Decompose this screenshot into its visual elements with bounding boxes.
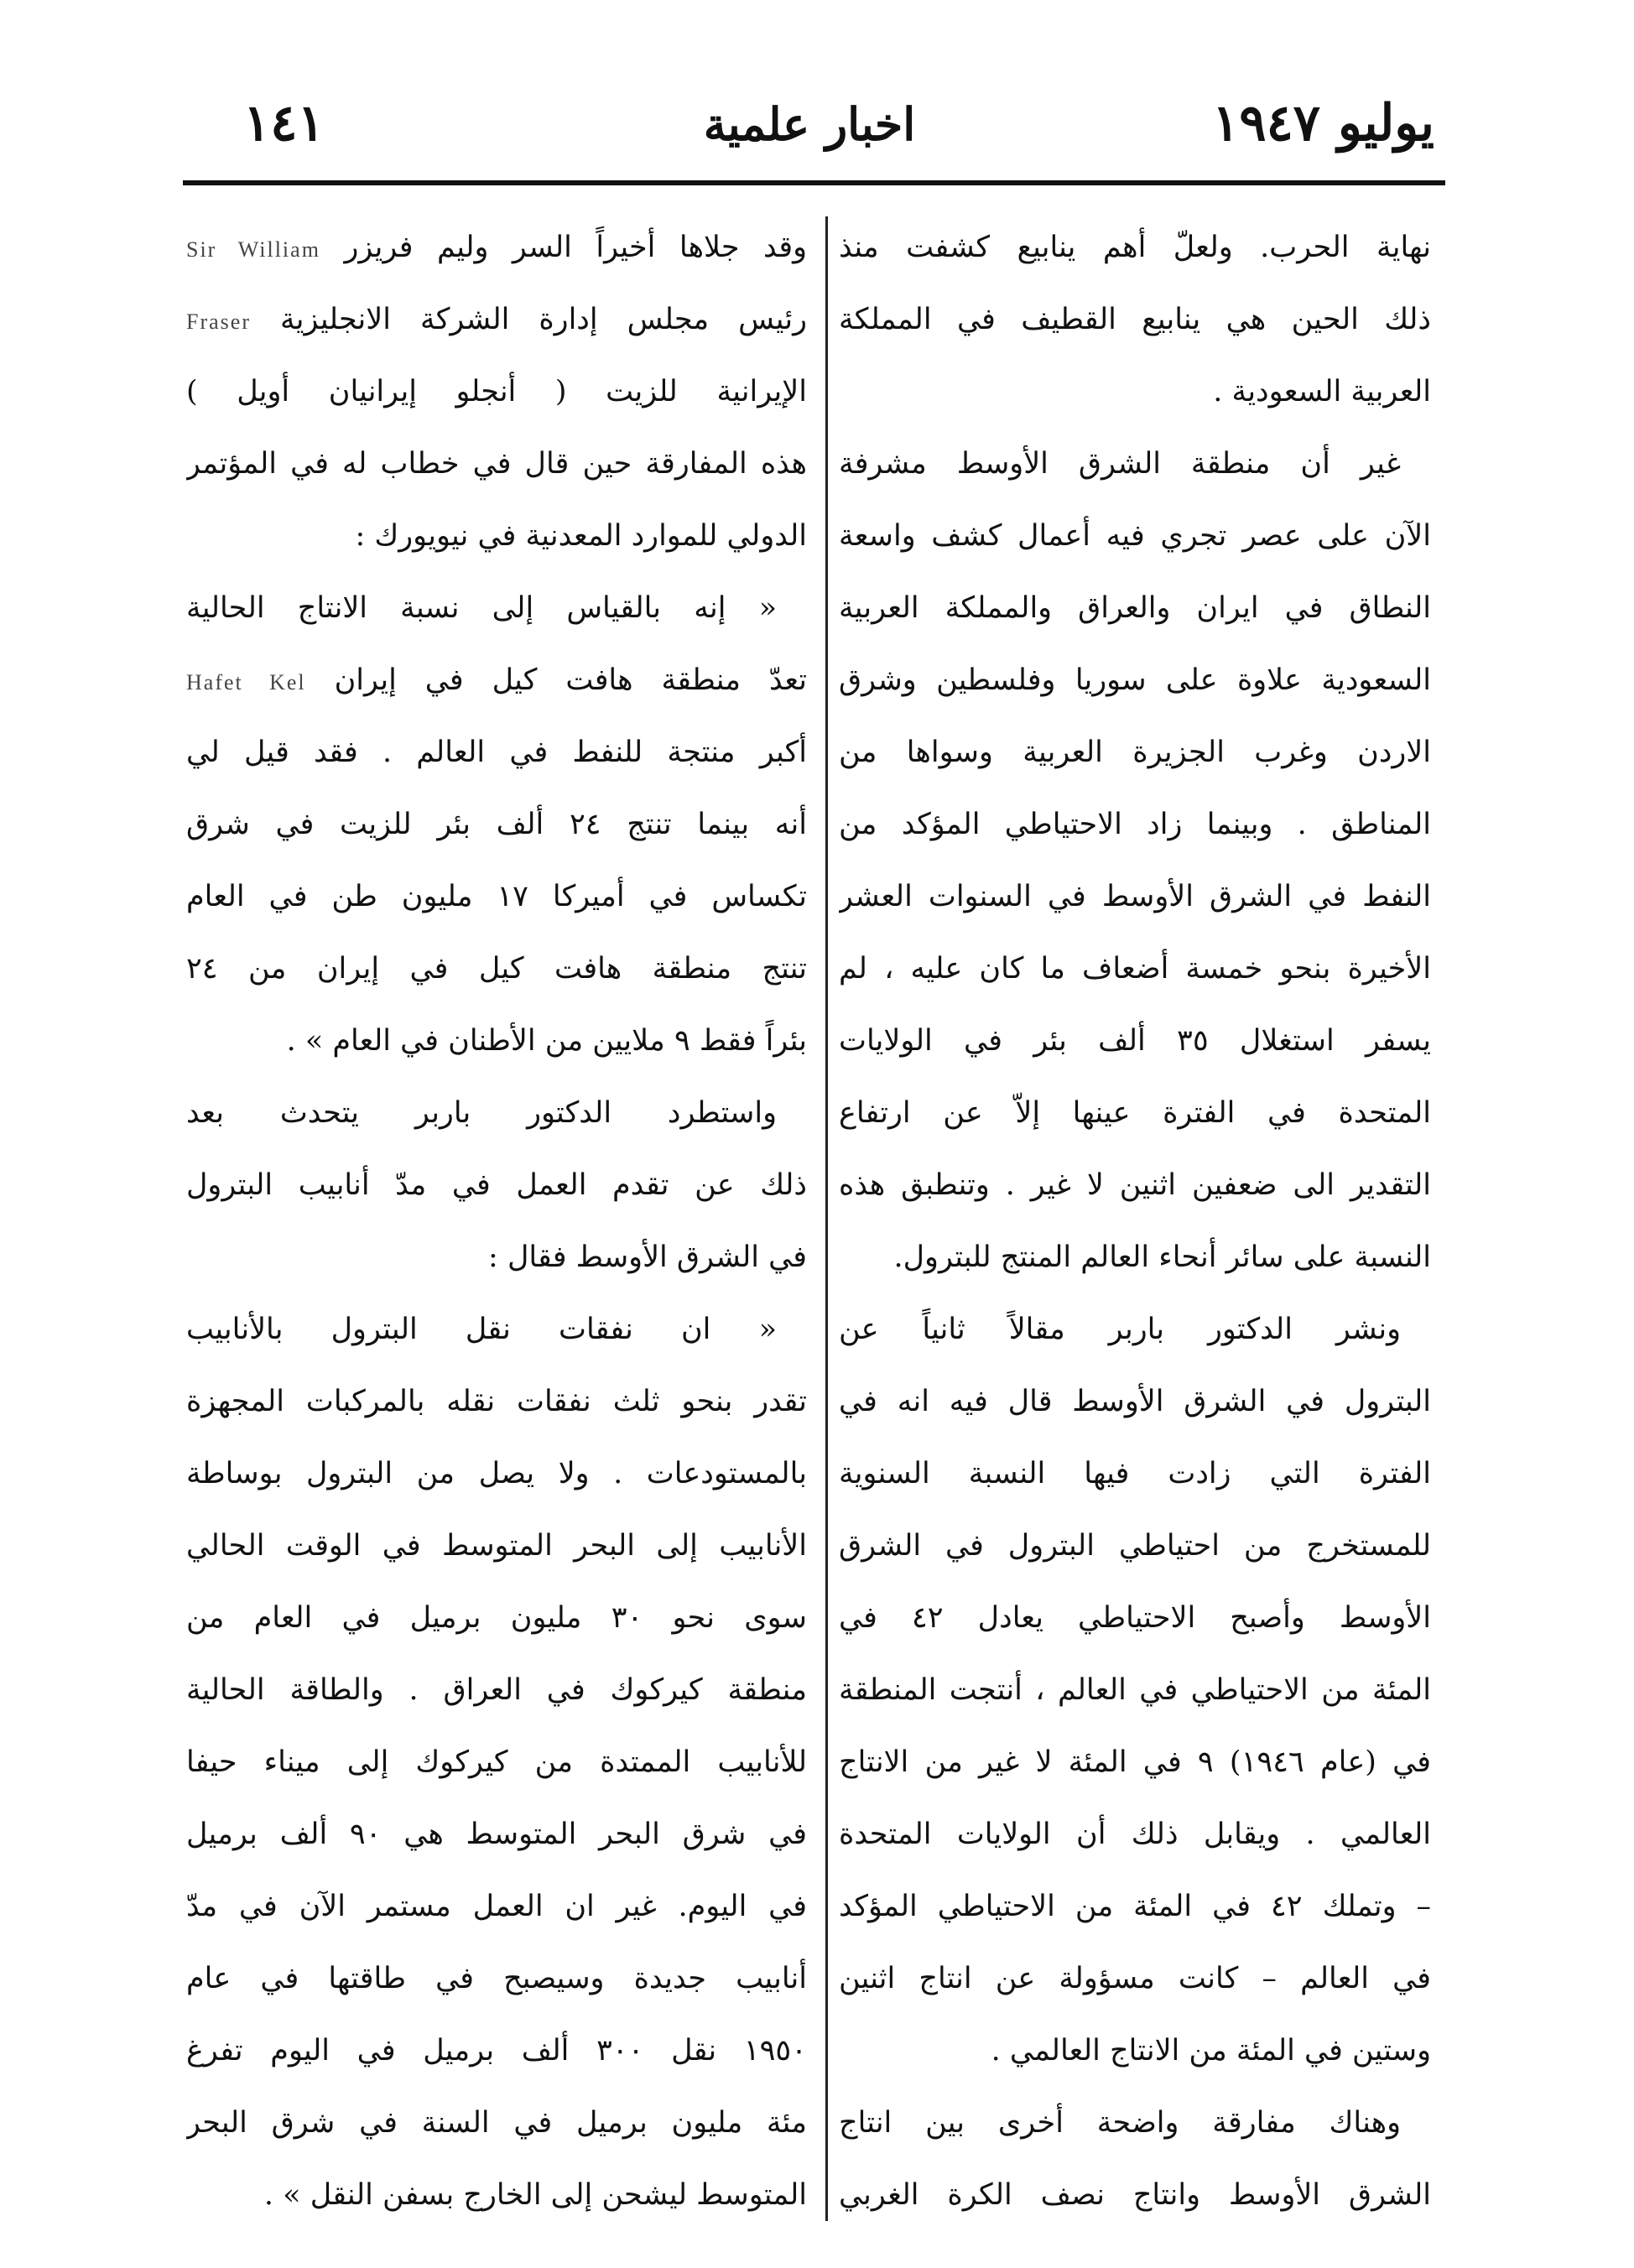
latin-gloss: Hafet Kel: [186, 670, 306, 694]
line-text: في اليوم. غير ان العمل مستمر الآن في مدّ: [186, 1890, 807, 1923]
line-text: – وتملك ٤٢ في المئة من الاحتياطي المؤكد: [839, 1890, 1431, 1923]
text-line: [839, 1943, 1431, 2015]
line-text: الأوسط وأصبح الاحتياطي يعادل ٤٢ في: [839, 1601, 1431, 1635]
text-line: [186, 1582, 807, 1654]
right-text-column: [839, 211, 1431, 2224]
text-line: [186, 2087, 807, 2159]
line-text: العربية السعودية .: [1213, 375, 1431, 408]
line-text: ١٩٥٠ نقل ٣٠٠ ألف برميل في اليوم تفرغ: [186, 2034, 807, 2068]
line-text: النفط في الشرق الأوسط في السنوات العشر: [839, 880, 1431, 913]
text-line: [839, 356, 1431, 428]
line-text: النطاق في ايران والعراق والمملكة العربية: [839, 591, 1431, 625]
line-text: غير أن منطقة الشرق الأوسط مشرفة: [839, 447, 1401, 481]
text-line: [186, 1943, 807, 2015]
text-line: [839, 644, 1431, 716]
text-line: [186, 356, 807, 428]
line-text: ذلك الحين هي ينابيع القطيف في المملكة: [839, 303, 1431, 336]
text-line: [186, 1726, 807, 1798]
text-line: [839, 861, 1431, 933]
line-text: وهناك مفارقة واضحة أخرى بين انتاج: [839, 2106, 1401, 2140]
line-text: « إنه بالقياس إلى نسبة الانتاج الحالية: [186, 591, 777, 625]
line-text: المتوسط ليشحن إلى الخارج بسفن النقل » .: [263, 2178, 807, 2212]
line-text: المناطق . وبينما زاد الاحتياطي المؤكد من: [839, 808, 1431, 841]
text-line: [186, 1438, 807, 1510]
header-date: يوليو ١٩٤٧: [1212, 94, 1434, 153]
header-title: اخبار علمية: [703, 97, 916, 151]
text-line: [839, 1582, 1431, 1654]
text-line: [839, 1654, 1431, 1726]
line-text: تكساس في أميركا ١٧ مليون طن في العام: [186, 880, 807, 913]
line-text: الشرق الأوسط وانتاج نصف الكرة الغربي: [839, 2178, 1431, 2212]
line-text: أكبر منتجة للنفط في العالم . فقد قيل لي: [186, 736, 807, 769]
line-text: الدولي للموارد المعدنية في نيويورك :: [355, 519, 807, 553]
line-text: العالمي . ويقابل ذلك أن الولايات المتحدة: [839, 1818, 1431, 1851]
line-text: ونشر الدكتور باربر مقالاً ثانياً عن: [839, 1313, 1401, 1346]
text-line: [839, 2087, 1431, 2159]
line-text: في العالم – كانت مسؤولة عن انتاج اثنين: [839, 1962, 1431, 1995]
line-text: وستين في المئة من الانتاج العالمي .: [991, 2034, 1431, 2068]
line-text: واستطرد الدكتور باربر يتحدث بعد: [186, 1096, 777, 1130]
text-line: [186, 1149, 807, 1221]
text-line: [186, 1870, 807, 1943]
text-line: [186, 428, 807, 500]
line-text: في الشرق الأوسط فقال :: [488, 1241, 807, 1274]
text-line: [839, 1005, 1431, 1077]
line-text: السعودية علاوة على سوريا وفلسطين وشرق: [839, 663, 1431, 697]
text-line: [186, 1221, 807, 1293]
text-line: [839, 428, 1431, 500]
text-line: [839, 2159, 1431, 2231]
text-line: [186, 500, 807, 572]
text-line: [186, 1510, 807, 1582]
text-line: [186, 2159, 807, 2231]
header-rule: [183, 180, 1445, 185]
latin-gloss: Fraser: [186, 310, 251, 334]
text-line: [186, 861, 807, 933]
line-text: بالمستودعات . ولا يصل من البترول بوساطة: [186, 1457, 807, 1490]
line-text: ذلك عن تقدم العمل في مدّ أنابيب البترول: [186, 1168, 807, 1202]
line-text: أنه بينما تنتج ٢٤ ألف بئر للزيت في شرق: [186, 808, 807, 841]
line-text: الإيرانية للزيت ( أنجلو إيرانيان أويل ): [186, 375, 807, 408]
text-line: [186, 644, 807, 716]
text-line: [839, 2015, 1431, 2087]
line-text: في شرق البحر المتوسط هي ٩٠ ألف برميل: [186, 1818, 807, 1851]
text-line: [186, 716, 807, 788]
latin-gloss: Sir William: [186, 237, 320, 262]
text-line: [186, 1293, 807, 1365]
text-line: [839, 788, 1431, 861]
text-line: [839, 572, 1431, 644]
line-text: وقد جلاها أخيراً السر وليم فريزر: [344, 231, 807, 264]
column-divider: [825, 216, 828, 2221]
text-line: [186, 1077, 807, 1149]
text-line: [186, 1365, 807, 1438]
line-text: البترول في الشرق الأوسط قال فيه انه في: [839, 1385, 1431, 1418]
text-line: [186, 788, 807, 861]
line-text: تنتج منطقة هافت كيل في إيران من ٢٤: [186, 952, 807, 986]
line-text: يسفر استغلال ٣٥ ألف بئر في الولايات: [839, 1024, 1431, 1058]
line-text: الأخيرة بنحو خمسة أضعاف ما كان عليه ، لم: [839, 952, 1431, 986]
text-line: [839, 284, 1431, 356]
line-text: في (عام ١٩٤٦) ٩ في المئة لا غير من الانتاج: [839, 1745, 1431, 1779]
text-line: [839, 1077, 1431, 1149]
line-text: النسبة على سائر أنحاء العالم المنتج للبترول.: [893, 1241, 1431, 1274]
line-text: للمستخرج من احتياطي البترول في الشرق: [839, 1529, 1431, 1563]
text-line: [839, 1221, 1431, 1293]
line-text: بئراً فقط ٩ ملايين من الأطنان في العام » .: [286, 1024, 807, 1058]
line-text: المئة من الاحتياطي في العالم ، أنتجت المنطقة: [839, 1673, 1431, 1707]
line-text: التقدير الى ضعفين اثنين لا غير . وتنطبق هذه: [839, 1168, 1431, 1202]
text-line: [839, 1149, 1431, 1221]
line-text: هذه المفارقة حين قال في خطاب له في المؤتمر: [186, 447, 807, 481]
text-line: [839, 1726, 1431, 1798]
text-line: [186, 572, 807, 644]
text-line: [186, 933, 807, 1005]
line-text: الآن على عصر تجري فيه أعمال كشف واسعة: [839, 519, 1431, 553]
line-text: أنابيب جديدة وسيصبح في طاقتها في عام: [186, 1962, 807, 1995]
running-header: [185, 94, 1434, 169]
text-line: [839, 1798, 1431, 1870]
line-text: للأنابيب الممتدة من كيركوك إلى ميناء حيفا: [186, 1745, 807, 1779]
line-text: تعدّ منطقة هافت كيل في إيران: [334, 663, 807, 697]
text-line: [839, 1510, 1431, 1582]
text-line: [839, 716, 1431, 788]
line-text: رئيس مجلس إدارة الشركة الانجليزية: [280, 303, 807, 336]
line-text: الاردن وغرب الجزيرة العربية وسواها من: [839, 736, 1431, 769]
line-text: سوى نحو ٣٠ مليون برميل في العام من: [186, 1601, 807, 1635]
line-text: نهاية الحرب. ولعلّ أهم ينابيع كشفت منذ: [839, 231, 1431, 264]
text-line: [186, 284, 807, 356]
text-line: [186, 1798, 807, 1870]
text-line: [839, 1870, 1431, 1943]
text-line: [839, 933, 1431, 1005]
left-text-column: [186, 211, 807, 2224]
page-number: ١٤١: [243, 94, 325, 153]
text-line: [186, 211, 807, 284]
line-text: « ان نفقات نقل البترول بالأنابيب: [186, 1313, 777, 1346]
line-text: مئة مليون برميل في السنة في شرق البحر: [186, 2106, 807, 2140]
text-line: [839, 211, 1431, 284]
text-line: [839, 500, 1431, 572]
line-text: الأنابيب إلى البحر المتوسط في الوقت الحالي: [186, 1529, 807, 1563]
line-text: الفترة التي زادت فيها النسبة السنوية: [839, 1457, 1431, 1490]
line-text: تقدر بنحو ثلث نفقات نقله بالمركبات المجهزة: [186, 1385, 807, 1418]
text-line: [839, 1365, 1431, 1438]
text-line: [186, 1654, 807, 1726]
line-text: المتحدة في الفترة عينها إلاّ عن ارتفاع: [839, 1096, 1431, 1130]
text-line: [839, 1438, 1431, 1510]
text-line: [839, 1293, 1431, 1365]
text-line: [186, 1005, 807, 1077]
line-text: منطقة كيركوك في العراق . والطاقة الحالية: [186, 1673, 807, 1707]
text-line: [186, 2015, 807, 2087]
